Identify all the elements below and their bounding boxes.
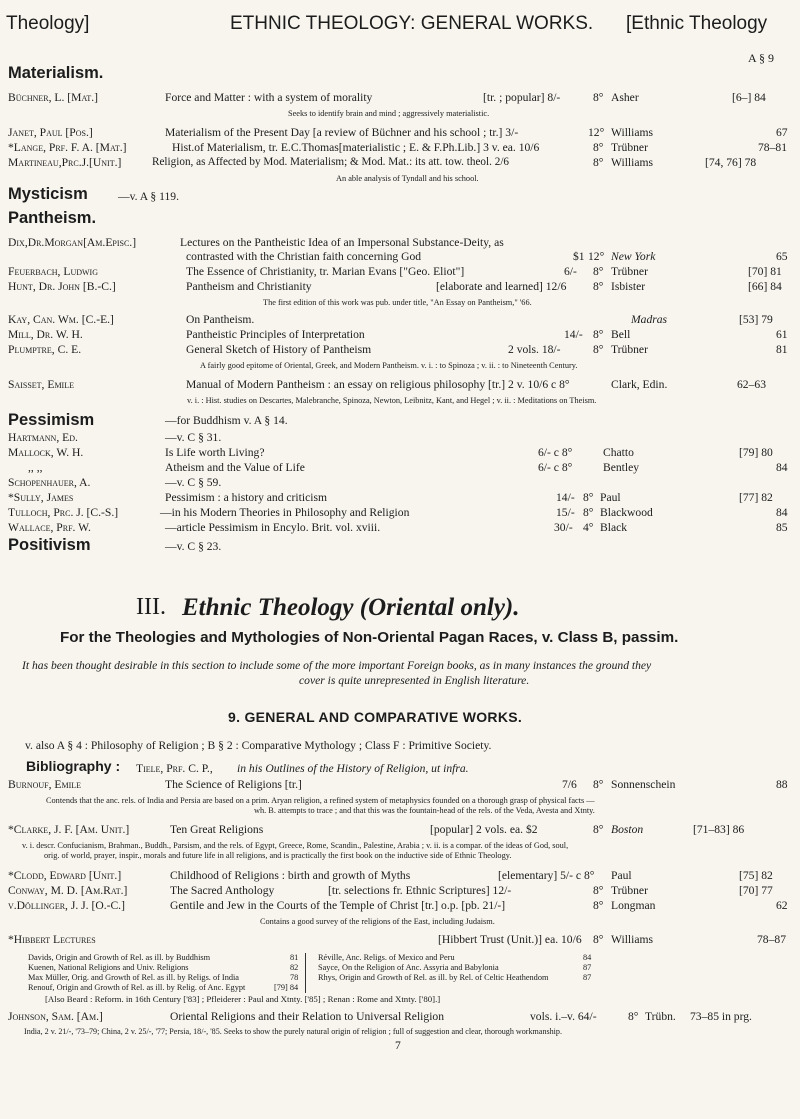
entry-misc: [tr. ; popular] 8/-	[483, 91, 561, 104]
pessimism-heading: Pessimism	[8, 411, 95, 429]
entry-title: Gentile and Jew in the Courts of the Temple of Christ [tr.] o.p. [pb. 21/-]	[170, 899, 506, 912]
entry-author: Kay, Can. Wm. [C.-E.]	[8, 313, 114, 326]
entry-author: Schopenhauer, A.	[8, 476, 91, 489]
entry-ref: 84	[776, 506, 788, 519]
entry-price: 6/- c 8°	[538, 461, 573, 474]
entry-misc: [popular] 2 vols. ea. $2	[430, 823, 538, 836]
entry-publisher: Trübner	[611, 343, 648, 356]
entry-publisher: Clark, Edin.	[611, 378, 668, 391]
entry-title: Ten Great Religions	[170, 823, 264, 836]
materialism-heading: Materialism.	[8, 64, 104, 82]
hibbert-ref: 82	[290, 963, 299, 972]
entry-title: Oriental Religions and their Relation to Universal Religion	[170, 1010, 445, 1023]
entry-publisher: New York	[611, 250, 656, 263]
bibliography-label: Bibliography :	[26, 758, 121, 774]
entry-ref: [70] 77	[739, 884, 773, 897]
entry-size: 8°	[593, 141, 604, 154]
entry-note: v. i. descr. Confucianism, Brahman., Buddh., Parsism, and the rels. of Egypt, Greece, Rome, Scandin., Palestine, Arabia ; v. ii. is a compar. of the ideas of God, soul,	[22, 841, 569, 850]
entry-author: Saisset, Emile	[8, 378, 74, 391]
entry-author: Plumptre, C. E.	[8, 343, 82, 356]
entry-author: Martineau,Prc.J.[Unit.]	[8, 156, 122, 169]
entry-ref: 85	[776, 521, 788, 534]
entry-size: 12°	[588, 250, 605, 263]
entry-publisher: Williams	[611, 156, 654, 169]
entry-author: Feuerbach, Ludwig	[8, 265, 98, 278]
also-line: [Also Beard : Reform. in 16th Century ['83] ; Pfleiderer : Paul and Xtnty. ['85] ; Renan : Rome and Xtnty. ['80].]	[45, 994, 441, 1004]
entry-author: Büchner, L. [Mat.]	[8, 91, 99, 104]
entry-ref: 88	[776, 778, 788, 791]
entry-misc: [tr. selections fr. Ethnic Scriptures] 12/-	[328, 884, 512, 897]
entry-note: v. i. : Hist. studies on Descartes, Malebranche, Spinoza, Newton, Leibnitz, Kant, and Hegel ; v. ii. : Meditations on Theism.	[187, 396, 597, 405]
hibbert-item: Kuenen, National Religions and Univ. Religions	[28, 963, 189, 972]
entry-title: Atheism and the Value of Life	[165, 461, 305, 474]
entry-author: Mallock, W. H.	[8, 446, 84, 459]
entry-price: 7/6	[562, 778, 577, 791]
entry-size: 8°	[593, 328, 604, 341]
entry-price: 6/- c 8°	[538, 446, 573, 459]
entry-price: 14/-	[556, 491, 575, 504]
entry-size: 8°	[593, 280, 604, 293]
entry-price: 15/-	[556, 506, 575, 519]
entry-publisher: Bentley	[603, 461, 640, 474]
entry-title: Materialism of the Present Day [a review of Büchner and his school ; tr.] 3/-	[165, 126, 519, 139]
section-9-crossref: v. also A § 4 : Philosophy of Religion ; B § 2 : Comparative Mythology ; Class F : Primitive Society.	[25, 739, 492, 752]
entry-author: *Sully, James	[8, 491, 74, 504]
entry-size: 12°	[588, 126, 605, 139]
entry-title: The Sacred Anthology	[170, 884, 275, 897]
pantheism-heading: Pantheism.	[8, 209, 97, 227]
hibbert-item: Réville, Anc. Religs. of Mexico and Peru	[318, 953, 455, 962]
entry-author: *Clarke, J. F. [Am. Unit.]	[8, 823, 130, 836]
entry-publisher: Chatto	[603, 446, 634, 459]
entry-size: 8°	[593, 778, 604, 791]
entry-publisher: Asher	[611, 91, 639, 104]
entry-title: The Science of Religions [tr.]	[165, 778, 302, 791]
entry-author: Dix,Dr.Morgan[Am.Episc.]	[8, 236, 137, 249]
entry-ref: [53] 79	[739, 313, 773, 326]
entry-title: Pantheistic Principles of Interpretation	[186, 328, 365, 341]
entry-publisher: Paul	[611, 869, 632, 882]
entry-ref: [6–] 84	[732, 91, 766, 104]
hibbert-item: Rhys, Origin and Growth of Rel. as ill. by Rel. of Celtic Heathendom	[318, 973, 549, 982]
entry-ref: 81	[776, 343, 788, 356]
entry-publisher: Trübner	[611, 141, 648, 154]
entry-publisher: Trübner	[611, 884, 648, 897]
entry-author: Burnouf, Emile	[8, 778, 82, 791]
entry-publisher: Boston	[611, 823, 644, 836]
hibbert-item: Davids, Origin and Growth of Rel. as ill. by Buddhism	[28, 953, 211, 962]
part-title: Ethnic Theology (Oriental only).	[182, 594, 520, 621]
part-subtitle: For the Theologies and Mythologies of Non-Oriental Pagan Races, v. Class B, passim.	[60, 629, 679, 646]
entry-ref: 73–85 in prg.	[690, 1010, 752, 1023]
entry-publisher: Williams	[611, 126, 654, 139]
entry-misc: [elaborate and learned] 12/6	[436, 280, 567, 293]
entry-ref: [74, 76] 78	[705, 156, 757, 169]
hibbert-ref: [79] 84	[274, 983, 299, 992]
entry-title: On Pantheism.	[186, 313, 255, 326]
entry-ref: [75] 82	[739, 869, 773, 882]
hibbert-ref: 78	[290, 973, 299, 982]
entry-author: Mill, Dr. W. H.	[8, 328, 83, 341]
entry-publisher: Trübner	[611, 265, 648, 278]
entry-price: 2 vols. 18/-	[508, 343, 561, 356]
entry-author: *Lange, Prf. F. A. [Mat.]	[8, 141, 127, 154]
entry-author: Johnson, Sam. [Am.]	[8, 1010, 103, 1023]
hibbert-ref: 87	[583, 963, 592, 972]
section-9-heading: 9. GENERAL AND COMPARATIVE WORKS.	[228, 709, 523, 725]
running-head-center: ETHNIC THEOLOGY: GENERAL WORKS.	[230, 13, 594, 34]
section-ref: A § 9	[748, 51, 775, 65]
entry-publisher: Williams	[611, 933, 654, 946]
entry-size: 8°	[628, 1010, 639, 1023]
part-intro-cont: cover is quite unrepresented in English literature.	[299, 674, 530, 687]
entry-title: —v. C § 31.	[165, 431, 222, 444]
entry-ref: [66] 84	[748, 280, 782, 293]
hibbert-item: Sayce, On the Religion of Anc. Assyria and Babylonia	[318, 963, 499, 972]
entry-author: Hunt, Dr. John [B.-C.]	[8, 280, 116, 293]
entry-publisher: Paul	[600, 491, 621, 504]
entry-author: Conway, M. D. [Am.Rat.]	[8, 884, 128, 897]
entry-author: ,, ,,	[28, 461, 43, 474]
hibbert-item: Max Müller, Orig. and Growth of Rel. as ill. by Religs. of India	[28, 973, 239, 982]
part-intro: It has been thought desirable in this section to include some of the more important Foreign books, as in many instances the ground they	[22, 659, 652, 672]
entry-misc: [elementary] 5/- c 8°	[498, 869, 595, 882]
hibbert-item: Renouf, Origin and Growth of Rel. as ill. by Relig. of Anc. Egypt	[28, 983, 246, 992]
entry-publisher: Madras	[631, 313, 668, 326]
entry-title-cont: contrasted with the Christian faith concerning God	[186, 250, 422, 263]
mysticism-heading: Mysticism	[8, 185, 88, 203]
entry-ref: 62–63	[737, 378, 766, 391]
entry-size: 8°	[593, 899, 604, 912]
entry-price: 14/-	[564, 328, 583, 341]
running-head-left: Theology]	[6, 13, 90, 34]
entry-size: 8°	[593, 265, 604, 278]
entry-price: 6/-	[564, 265, 577, 278]
entry-title: The Essence of Christianity, tr. Marian Evans ["Geo. Eliot"]	[186, 265, 465, 278]
entry-price: $1	[573, 250, 585, 263]
entry-note: An able analysis of Tyndall and his school.	[336, 174, 479, 183]
entry-publisher: Black	[600, 521, 628, 534]
entry-size: 4°	[583, 521, 594, 534]
entry-title: Pessimism : a history and criticism	[165, 491, 327, 504]
entry-size: 8°	[583, 506, 594, 519]
entry-author: Tulloch, Prc. J. [C.-S.]	[8, 506, 119, 519]
entry-ref: [77] 82	[739, 491, 773, 504]
entry-ref: 84	[776, 461, 788, 474]
entry-size: 8°	[593, 823, 604, 836]
entry-publisher: Trübn.	[645, 1010, 676, 1023]
entry-misc: vols. i.–v. 64/-	[530, 1010, 597, 1023]
mysticism-ref: —v. A § 119.	[118, 190, 179, 203]
entry-title: in his Outlines of the History of Religion, ut infra.	[237, 762, 469, 775]
entry-note: Seeks to identify brain and mind ; aggressively materialistic.	[288, 109, 490, 118]
entry-size: 8°	[593, 884, 604, 897]
entry-title: Lectures on the Pantheistic Idea of an Impersonal Substance-Deity, as	[180, 236, 504, 249]
entry-author: Wallace, Prf. W.	[8, 521, 91, 534]
entry-note: Contains a good survey of the religions of the East, including Judaism.	[260, 917, 495, 926]
entry-title: Manual of Modern Pantheism : an essay on religious philosophy [tr.] 2 v. 10/6 c 8°	[186, 378, 570, 391]
running-head-right: [Ethnic Theology	[626, 13, 768, 34]
entry-title: —v. C § 59.	[165, 476, 222, 489]
entry-size: 8°	[593, 343, 604, 356]
entry-publisher: Longman	[611, 899, 656, 912]
entry-ref: 78–81	[758, 141, 787, 154]
entry-title: Is Life worth Living?	[165, 446, 265, 459]
entry-title: —in his Modern Theories in Philosophy and Religion	[160, 506, 410, 519]
entry-title: Religion, as Affected by Mod. Materialism; & Mod. Mat.: its att. tow. theol. 2/6	[152, 156, 510, 168]
entry-size: 8°	[593, 91, 604, 104]
entry-ref: 67	[776, 126, 788, 139]
entry-note: Contends that the anc. rels. of India and Persia are based on a prim. Aryan religion, a refined system of metaphysics founded on a thorough grasp of physical facts —	[46, 796, 595, 805]
positivism-heading: Positivism	[8, 536, 91, 554]
entry-author: Tiele, Prf. C. P.,	[136, 762, 213, 775]
entry-ref: 65	[776, 250, 788, 263]
entry-publisher: Sonnenschein	[611, 778, 676, 791]
page-number: 7	[395, 1039, 401, 1052]
entry-title: General Sketch of History of Pantheism	[186, 343, 372, 356]
entry-size: 8°	[593, 933, 604, 946]
entry-author: Hartmann, Ed.	[8, 431, 78, 444]
entry-note: India, 2 v. 21/-, '73–79; China, 2 v. 25/-, '77; Persia, 18/-, '85. Seeks to show the purely natural origin of religion ; full of suggestion and clear, thorough workmanship.	[24, 1027, 563, 1036]
entry-publisher: Blackwood	[600, 506, 653, 519]
entry-ref: 61	[776, 328, 788, 341]
entry-author: v.Döllinger, J. J. [O.-C.]	[8, 899, 125, 912]
entry-title: —article Pessimism in Encylo. Brit. vol. xviii.	[165, 521, 381, 534]
entry-note: A fairly good epitome of Oriental, Greek, and Modern Pantheism. v. i. : to Spinoza ; v. ii. : to Nineteenth Century.	[200, 361, 578, 370]
pessimism-see: —for Buddhism v. A § 14.	[165, 414, 288, 427]
hibbert-ref: 84	[583, 953, 592, 962]
entry-author: *Hibbert Lectures	[8, 933, 96, 946]
entry-title: Force and Matter : with a system of morality	[165, 91, 373, 104]
entry-publisher: Bell	[611, 328, 631, 341]
entry-ref: [70] 81	[748, 265, 782, 278]
entry-price: 30/-	[554, 521, 573, 534]
entry-title: Childhood of Religions : birth and growth of Myths	[170, 869, 411, 882]
entry-size: 8°	[583, 491, 594, 504]
entry-ref: 62	[776, 899, 788, 912]
positivism-ref: —v. C § 23.	[165, 540, 222, 553]
entry-author: Janet, Paul [Pos.]	[8, 126, 93, 139]
hibbert-ref: 81	[290, 953, 299, 962]
entry-author: *Clodd, Edward [Unit.]	[8, 869, 122, 882]
entry-size: 8°	[593, 156, 604, 169]
hibbert-ref: 87	[583, 973, 592, 982]
entry-note: The first edition of this work was pub. under title, "An Essay on Pantheism," '66.	[263, 298, 532, 307]
entry-title: [Hibbert Trust (Unit.)] ea. 10/6	[438, 933, 582, 946]
entry-note-cont: wh. B. attempts to trace ; and that this was the fountain-head of the rels. of the Veda, Avesta and Xtnty.	[254, 806, 595, 815]
entry-ref: 78–87	[757, 933, 786, 946]
entry-ref: [79] 80	[739, 446, 773, 459]
hibbert-divider	[305, 953, 306, 993]
part-numeral: III.	[136, 594, 166, 620]
entry-ref: [71–83] 86	[693, 823, 745, 836]
entry-title: Hist.of Materialism, tr. E.C.Thomas[materialistic ; E. & F.Ph.Lib.] 3 v. ea. 10/6	[172, 141, 540, 154]
entry-title: Pantheism and Christianity	[186, 280, 312, 293]
entry-publisher: Isbister	[611, 280, 646, 293]
entry-note-cont: orig. of world, prayer, inspir., morals and future life in all religions, and is practically the first book on the inductive side of Ethnic Theology.	[44, 851, 512, 860]
